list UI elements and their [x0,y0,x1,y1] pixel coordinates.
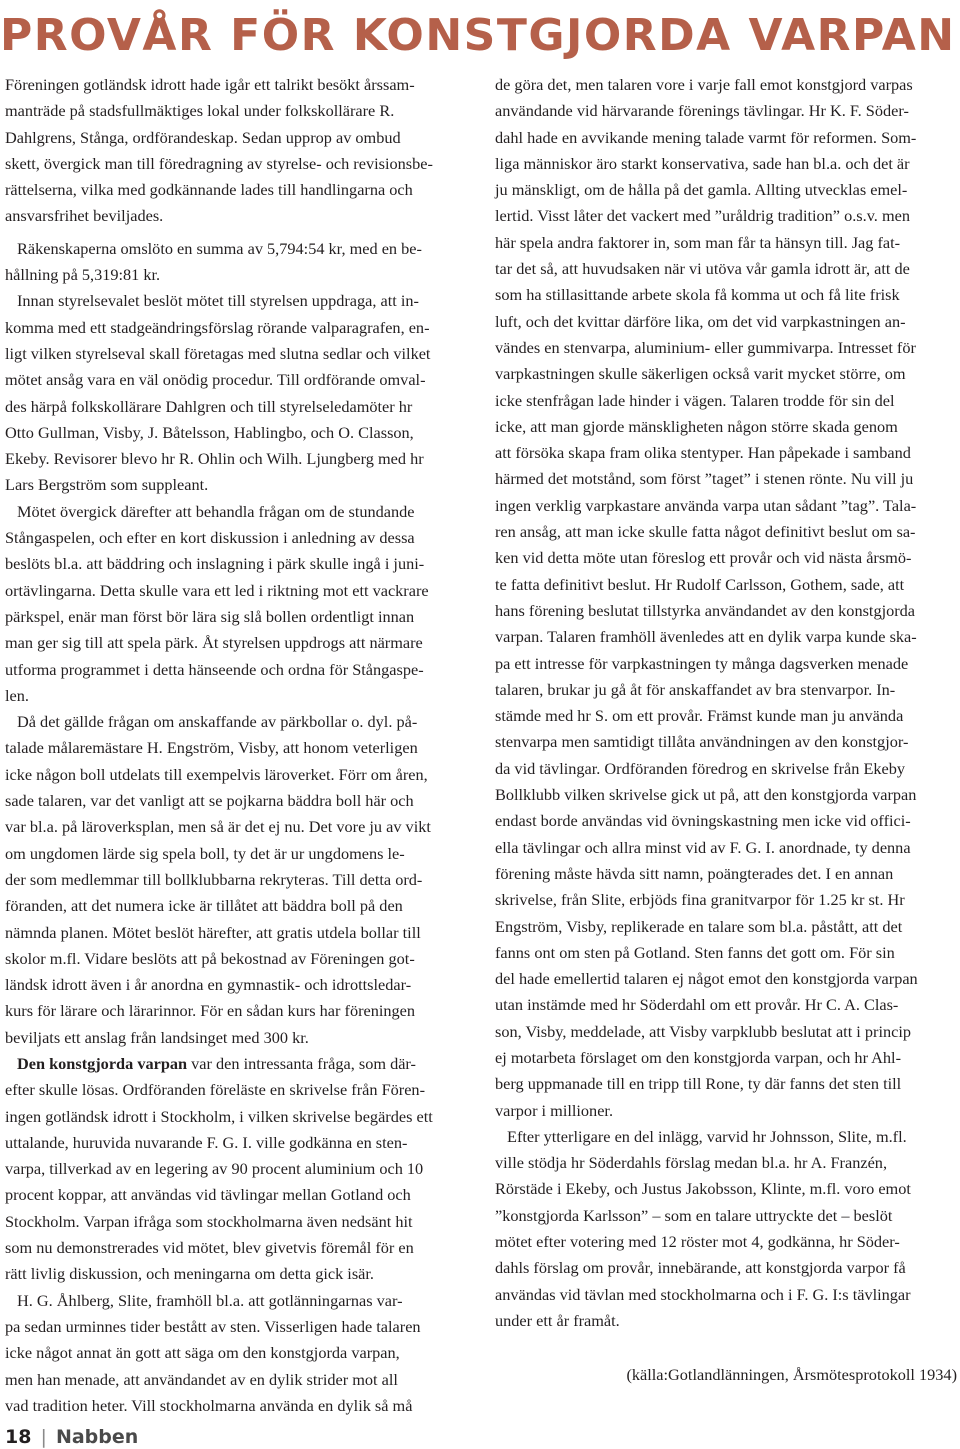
text-line: sade talaren, var det vanligt att se pojkarna bäddra boll här och [5,791,414,811]
text-line: de göra det, men talaren vore i varje fall emot konstgjord varpas [495,75,913,94]
text-line: hållning på 5,319:81 kr. [5,265,161,285]
text-line: Efter ytterligare en del inlägg, varvid hr Johnsson, Slite, m.fl. [507,1126,907,1146]
text-line: härmed det motstånd, som först ”taget” i stenen rönte. Nu vill ju [495,469,914,489]
text-line: skrivelse, från Slite, erbjöds fina granitvarpor för 1.25 kr st. Hr [495,890,905,910]
text-line: lertid. Visst låter det vackert med ”uråldrig tradition” o.s.v. men [495,206,910,226]
footer-separator: | [40,1426,47,1448]
text-line [5,1051,475,1077]
text-line: des härpå folkskollärare Dahlgren och till styrelseledamöter hr [5,396,413,416]
text-line: manträde på stadsfullmäktiges lokal under folkskollärare R. [5,101,395,121]
text-line: pa ett intresse för varpkastningen ty många dagsverken menade [495,653,909,673]
text-line: ingen verklig varpkastare använda varpa utan sådant ”tag”. Tala- [495,495,917,515]
text-line: uttalande, huruvida nuvarande F. G. I. ville godkänna en sten- [5,1132,408,1152]
text-line: tar det så, att huvudsaken när vi utöva vår gamla idrott är, att de [495,259,910,279]
text-line: varpkastningen skulle säkerligen också varit mycket större, om [495,364,906,384]
article-title: PROVÅR FÖR KONSTGJORDA VARPAN [0,10,956,61]
text-line: vändes en stenvarpa, aluminium- eller gummivarpa. Intresset för [495,337,916,357]
text-line: föranden, att det numera icke är tillåtet att bäddra boll på den [5,896,403,916]
text-line: talade målaremästare H. Engström, Visby, att honom veterligen [5,738,418,758]
text-line: ländsk idrott även i år anordna en gymnastik- och idrottsledar- [5,975,412,995]
text-line: icke stenfrågan lade hinder i vägen. Talaren trodde för sin del [495,390,895,410]
source-citation: (källa:Gotlandlänningen, Årsmötesprotokoll 1934) [626,1365,957,1385]
text-line: varpa, tillverkad av en legering av 90 procent aluminium och 10 [5,1159,424,1179]
text-line: var bl.a. på läroverksplan, men så är det ej nu. Det vore ju av vikt [5,817,431,837]
text-line: der som medlemmar till bollklubbarna rekryteras. Till detta ord- [5,869,423,889]
magazine-name: Nabben [55,1426,139,1448]
text-line: kurs för lärare och lärarinnor. För en sådan kurs har föreningen [5,1001,416,1021]
text-line: da vid tävlingar. Ordföranden föredrog en skrivelse från Ekeby [495,758,906,778]
line-text: var den intressanta fråga, som där- [187,1053,416,1073]
text-line: mötet ansåg vara en väl onödig procedur. Till ordförande omval- [5,370,426,390]
text-line: icke, att man gjorde mänskligheten någon större skada genom [495,416,898,436]
text-line: icke någon boll utdelats till exempelvis läroverket. Förr om åren, [5,764,428,784]
text-line: ”konstgjorda Karlsson” – som en talare uttryckte det – beslöt [495,1205,893,1225]
text-line: son, Visby, meddelade, att Visby varpklubb beslutat att i princip [495,1021,912,1041]
text-line: mötet efter votering med 12 röster mot 4, godkänna, hr Söder- [495,1232,900,1252]
text-line: dahls förslag om provår, innebärande, att konstgjorda varpor få [495,1258,906,1278]
text-line: stenvarpa men samtidigt tillåta användningen av den konstgjor- [495,732,909,752]
text-line: användande vid härvarande förenings tävlingar. Hr K. F. Söder- [495,101,909,121]
text-line: varpan. Talaren framhöll ävenledes att en dylik varpa kunde ska- [495,627,917,647]
text-line: utan instämde med hr Söderdahl om ett provår. Hr C. A. Clas- [495,995,899,1015]
text-line: del hade emellertid talaren ej något emot den konstgjorda varpan [495,969,918,989]
text-line: pärkspel, enär man först bör lära sig slå bollen ordentligt innan [5,606,415,626]
page-footer [5,1425,138,1449]
text-line: pa sedan urminnes tider bestått av sten. Visserligen hade talaren [5,1316,421,1336]
text-line: förening måste hävda sitt namn, poängterades det. I en annan [495,863,894,883]
text-line: dahl hade en avvikande mening talade varmt för reformen. Som- [495,127,917,147]
text-line: icke något annat än gott att säga om den konstgjorda varpan, [5,1343,400,1363]
text-line: vad tradition heter. Vill stockholmarna använda en dylik så må [5,1395,413,1415]
text-line: len. [5,685,29,705]
text-line: utforma programmet i detta hänseende och ordna för Stångaspe- [5,659,424,679]
text-line: Bollklubb vilken skrivelse gick ut på, att den konstgjorda varpan [495,785,917,805]
text-line: Då det gällde frågan om anskaffande av pärkbollar o. dyl. på- [17,712,418,732]
text-line: rätt livlig diskussion, och meningarna om detta gick isär. [5,1264,374,1284]
text-line: Stockholm. Varpan ifråga som stockholmarna även nedsänt hit [5,1211,413,1231]
text-line: men han menade, att användandet av en dylik strider mot all [5,1369,398,1389]
text-line: Lars Bergström som suppleant. [5,475,209,495]
text-line: om ungdomen lärde sig spela boll, ty det är ur ungdomens le- [5,843,405,863]
text-line: beslöts bl.a. att bäddring och inslagning i pärk skulle ingå i juni- [5,554,425,574]
text-line: talaren, brukar ju gå åt för anskaffandet av bra stenvarpor. In- [495,679,896,699]
text-line: Stångaspelen, och efter en kort diskussion i anledning av dessa [5,528,415,548]
text-line: Rörstäde i Ekeby, och Justus Jakobsson, Klinte, m.fl. voro emot [495,1179,911,1199]
text-line: Ekeby. Revisorer blevo hr R. Ohlin och Wilh. Ljungberg med hr [5,449,424,469]
text-line: ej motarbeta förslaget om den konstgjorda varpan, och hr Ahl- [495,1047,902,1067]
text-line: som nu demonstrerades vid mötet, blev givetvis föremål för en [5,1238,414,1258]
text-line: nämnda planen. Mötet beslöt härefter, att gratis utdela bollar till [5,922,421,942]
text-line: varpor i millioner. [495,1100,614,1120]
text-line: ville stödja hr Söderdahls förslag medan bl.a. hr A. Franzén, [495,1153,888,1173]
text-line: te fatta definitivt beslut. Hr Rudolf Carlsson, Gothem, sade, att [495,574,905,594]
text-line: efter skulle lösas. Ordföranden föreläste en skrivelse från Fören- [5,1080,425,1100]
text-line: ortävlingarna. Detta skulle vara ett led i riktning mot ett vackrare [5,580,429,600]
text-line: ken vid detta möte utan föreslog ett provår och vid nästa årsmö- [495,548,912,568]
text-line: ella tävlingar och allra minst vid av F. G. I. anordnade, ty denna [495,837,911,857]
text-line: Mötet övergick därefter att behandla frågan om de stundande [17,501,415,521]
left-text-column [5,72,475,1419]
text-line: beviljats ett anslag från landsinget med 300 kr. [5,1027,309,1047]
text-line: som ha stillasittande arbete skola få komma ut och få lite frisk [495,285,900,305]
text-line: man ger sig till att spela pärk. Åt styrelsen uppdrogs att närmare [5,633,423,653]
text-line: berg uppmanade till en tripp till Rone, ty där fanns det sten till [495,1074,902,1094]
text-line: procent koppar, att användas vid tävlingar mellan Gotland och [5,1185,411,1205]
text-line: H. G. Åhlberg, Slite, framhöll bl.a. att gotlänningarnas var- [17,1290,403,1310]
right-text-column [495,72,957,1389]
text-line: luft, och det kvittar därföre lika, om det vid varpkastningen an- [495,311,906,331]
text-line: endast borde användas vid övningskastning men icke vid offici- [495,811,911,831]
text-line: ju mänskligt, om de hålla på det gamla. Allting utvecklas emel- [495,180,908,200]
text-line: Dahlgrens, Stånga, ordförandeskap. Sedan upprop av ombud [5,127,401,147]
page-number: 18 [5,1426,32,1448]
text-line: Otto Gullman, Visby, J. Båtelsson, Hablingbo, och O. Classon, [5,422,414,442]
text-line: Innan styrelsevalet beslöt mötet till styrelsen uppdraga, att in- [17,291,419,311]
text-line: skett, övergick man till föredragning av styrelse- och revisionsbe- [5,153,433,173]
text-line: hans förening beslutat tillstyrka användandet av den konstgjorda [495,600,916,620]
text-line: Räkenskaperna omslöto en summa av 5,794:54 kr, med en be- [17,238,422,258]
text-line: fanns ont om sten på Gotland. Sten fanns det gott om. För sin [495,942,895,962]
text-line: att försöka skapa fram olika stentyper. Han påpekade i samband [495,443,911,463]
text-line: under ett år framåt. [495,1310,620,1330]
text-line: användas vid tävlan med stockholmarna och i F. G. I:s tävlingar [495,1284,911,1304]
text-line: Föreningen gotländsk idrott hade igår ett talrikt besökt årssam- [5,75,415,94]
text-line: skolor m.fl. Vidare beslöts att på bekostnad av Föreningen got- [5,948,415,968]
text-line: stämde med hr S. om ett provår. Främst kunde man ju använda [495,706,904,726]
text-line: Engström, Visby, replikerade en talare som bl.a. påstått, att det [495,916,903,936]
text-line: ren ansåg, att man icke skulle fatta något definitivt beslut om sa- [495,522,916,542]
text-line: komma med ett stadgeändringsförslag rörande valparagrafen, en- [5,317,430,337]
text-line: liga människor äro starkt konservativa, sade han bl.a. och det är [495,153,910,173]
section-lead-in: Den konstgjorda varpan [17,1053,188,1073]
text-line: ligt vilken styrelseval skall företagas med slutna sedlar och vilket [5,343,431,363]
text-line: rättelserna, vilka med godkännande lades till handlingarna och [5,180,413,200]
text-line: här spela andra faktorer in, som man får ta hänsyn till. Jag fat- [495,232,901,252]
text-line: ingen gotländsk idrott i Stockholm, i vilken skrivelse begärdes ett [5,1106,433,1126]
text-line: ansvarsfrihet beviljades. [5,206,164,226]
